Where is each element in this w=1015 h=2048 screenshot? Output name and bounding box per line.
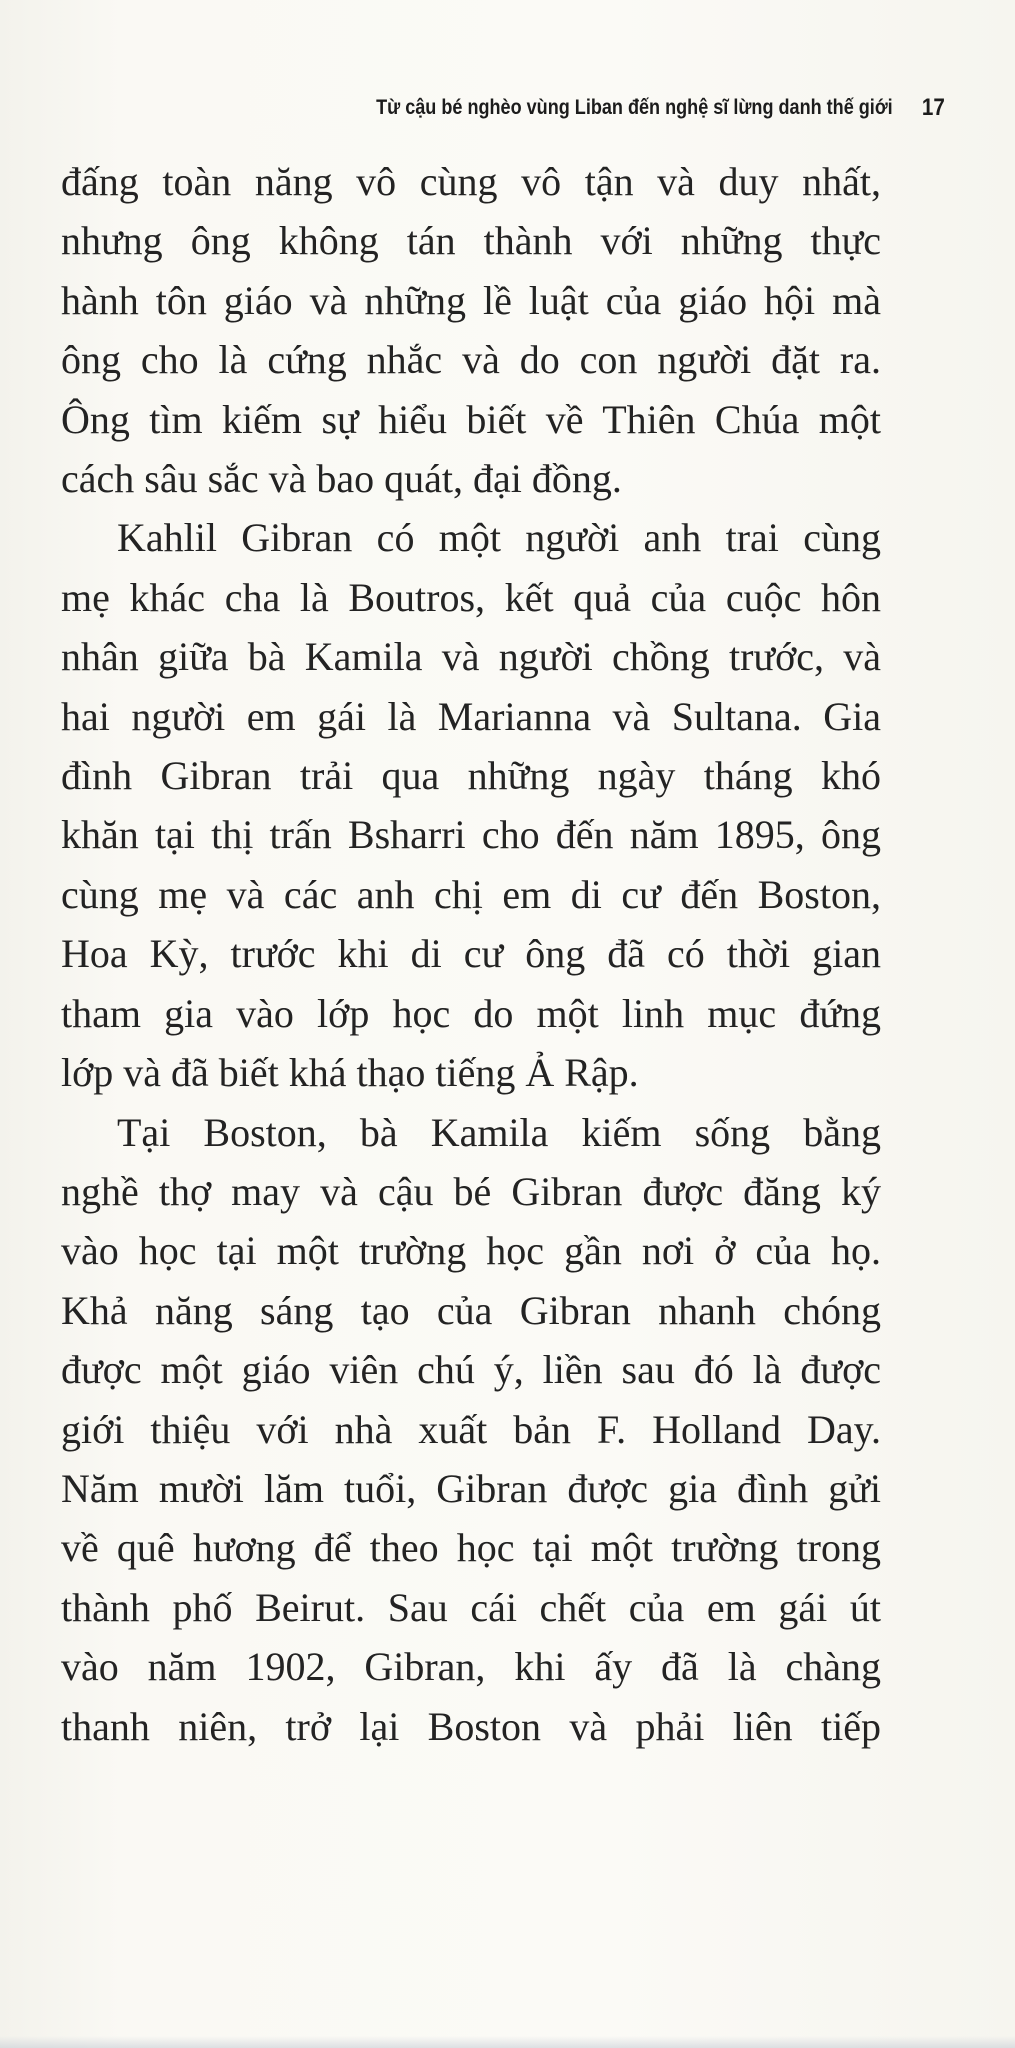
text-line: về quê hương để theo học tại một trường trong (61, 1525, 881, 1571)
text-line: lớp và đã biết khá thạo tiếng Ả Rập. (61, 1050, 639, 1096)
text-line: nhân giữa bà Kamila và người chồng trước, và (61, 634, 881, 680)
text-line: nghề thợ may và cậu bé Gibran được đăng ký (61, 1168, 881, 1214)
page-number: 17 (922, 94, 946, 121)
text-line: Hoa Kỳ, trước khi di cư ông đã có thời gian (61, 931, 881, 977)
text-line: Ông tìm kiếm sự hiểu biết về Thiên Chúa một (61, 396, 881, 442)
paragraph-3 (61, 1103, 881, 1756)
paragraph-2 (61, 508, 881, 1102)
text-line: đấng toàn năng vô cùng vô tận và duy nhất, (61, 159, 881, 204)
text-line: được một giáo viên chú ý, liền sau đó là được (61, 1347, 881, 1393)
text-line: khăn tại thị trấn Bsharri cho đến năm 1895, ông (61, 812, 881, 858)
running-title: Từ cậu bé nghèo vùng Liban đến nghệ sĩ lừng danh thế giới (375, 96, 893, 119)
text-line: vào học tại một trường học gần nơi ở của họ. (61, 1228, 881, 1274)
text-line: nhưng ông không tán thành với những thực (61, 218, 881, 264)
text-line: giới thiệu với nhà xuất bản F. Holland Day. (61, 1406, 881, 1452)
text-line: hai người em gái là Marianna và Sultana. Gia (61, 693, 881, 739)
text-line: cách sâu sắc và bao quát, đại đồng. (61, 456, 622, 502)
text-line: tham gia vào lớp học do một linh mục đứng (61, 990, 881, 1036)
body-text (61, 152, 881, 1756)
text-line: mẹ khác cha là Boutros, kết quả của cuộc hôn (61, 574, 881, 620)
page-bottom-edge (0, 2036, 1015, 2048)
text-line: Tại Boston, bà Kamila kiếm sống bằng (117, 1109, 881, 1155)
paragraph-1 (61, 152, 881, 508)
text-line: vào năm 1902, Gibran, khi ấy đã là chàng (61, 1644, 881, 1690)
running-header (60, 88, 947, 128)
text-line: ông cho là cứng nhắc và do con người đặt ra. (61, 337, 881, 383)
text-line: đình Gibran trải qua những ngày tháng khó (61, 753, 881, 799)
text-line: Kahlil Gibran có một người anh trai cùng (117, 515, 881, 561)
text-line: thanh niên, trở lại Boston và phải liên tiếp (61, 1703, 881, 1749)
text-line: Khả năng sáng tạo của Gibran nhanh chóng (61, 1287, 881, 1333)
text-line: cùng mẹ và các anh chị em di cư đến Boston, (61, 871, 881, 917)
text-line: thành phố Beirut. Sau cái chết của em gái út (61, 1584, 881, 1630)
text-line: hành tôn giáo và những lề luật của giáo hội mà (61, 277, 881, 323)
text-line: Năm mười lăm tuổi, Gibran được gia đình gửi (61, 1465, 881, 1511)
